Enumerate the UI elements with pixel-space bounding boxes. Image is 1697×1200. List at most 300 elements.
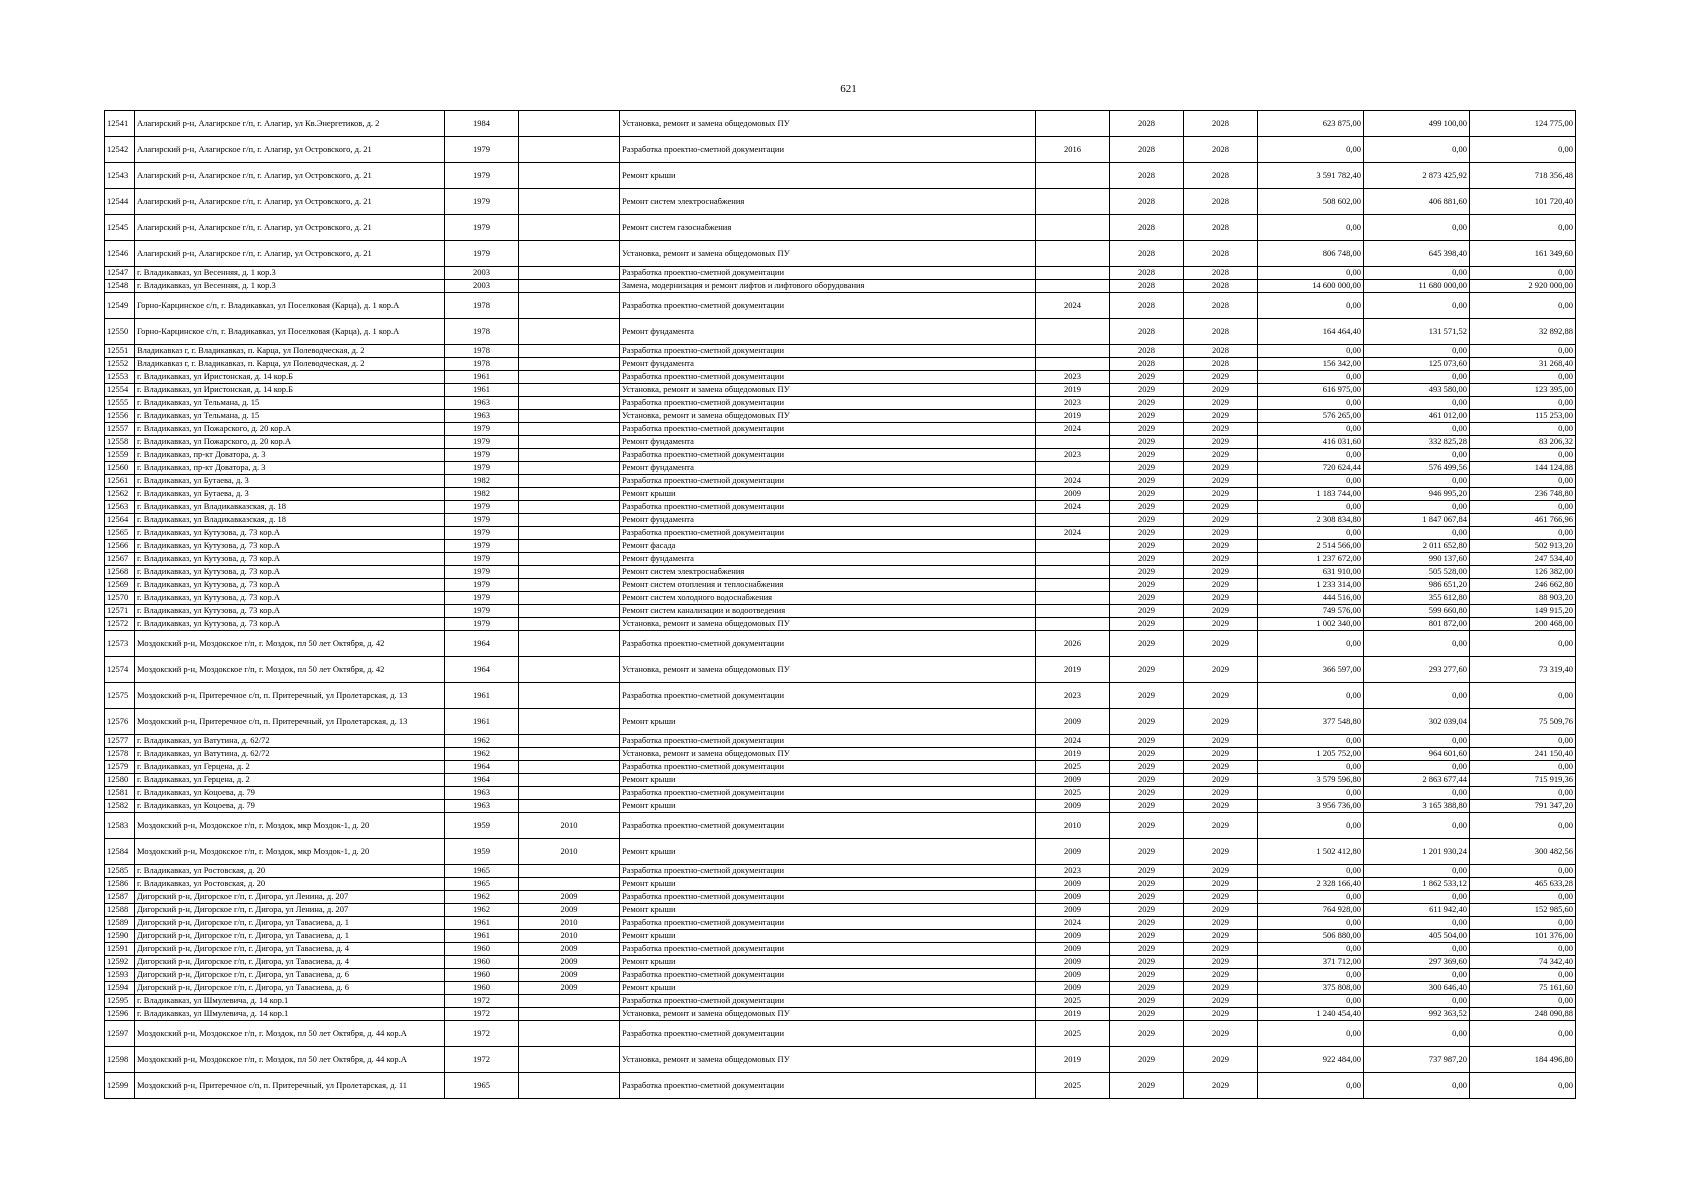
row-number-cell: 12552 [105,358,135,371]
reconstruction-year-cell [519,735,620,748]
build-year-cell: 1979 [445,501,519,514]
last-repair-year-cell: 2019 [1036,748,1110,761]
table-row [105,501,1576,514]
plan-year-start-cell: 2029 [1110,683,1184,709]
address-cell: г. Владикавказ, ул Коцоева, д. 79 [135,787,445,800]
fund-cost-cell: 405 504,00 [1364,930,1470,943]
fund-cost-cell: 125 073,60 [1364,358,1470,371]
plan-year-start-cell: 2029 [1110,553,1184,566]
build-year-cell: 1962 [445,735,519,748]
fund-cost-cell: 406 881,60 [1364,189,1470,215]
address-cell: Дигорский р-н, Дигорское г/п, г. Дигора, ул Тавасиева, д. 1 [135,930,445,943]
total-cost-cell: 806 748,00 [1258,241,1364,267]
work-type-cell: Разработка проектно-сметной документации [620,137,1036,163]
last-repair-year-cell [1036,605,1110,618]
address-cell: Владикавказ г, г. Владикавказ, п. Карца, ул Полеводческая, д. 2 [135,358,445,371]
work-type-cell: Разработка проектно-сметной документации [620,813,1036,839]
total-cost-cell: 749 576,00 [1258,605,1364,618]
row-number-cell: 12583 [105,813,135,839]
reconstruction-year-cell [519,1008,620,1021]
total-cost-cell: 0,00 [1258,215,1364,241]
plan-year-start-cell: 2029 [1110,618,1184,631]
work-type-cell: Ремонт крыши [620,982,1036,995]
row-number-cell: 12547 [105,267,135,280]
table-row [105,358,1576,371]
fund-cost-cell: 0,00 [1364,397,1470,410]
reconstruction-year-cell [519,449,620,462]
work-type-cell: Установка, ремонт и замена общедомовых ПУ [620,657,1036,683]
address-cell: Дигорский р-н, Дигорское г/п, г. Дигора, ул Ленина, д. 207 [135,891,445,904]
plan-year-start-cell: 2029 [1110,592,1184,605]
fund-cost-cell: 0,00 [1364,683,1470,709]
fund-cost-cell: 0,00 [1364,267,1470,280]
plan-year-start-cell: 2028 [1110,163,1184,189]
fund-cost-cell: 11 680 000,00 [1364,280,1470,293]
owners-cost-cell: 0,00 [1470,267,1576,280]
total-cost-cell: 3 956 736,00 [1258,800,1364,813]
last-repair-year-cell [1036,462,1110,475]
row-number-cell: 12597 [105,1021,135,1047]
total-cost-cell: 922 484,00 [1258,1047,1364,1073]
total-cost-cell: 0,00 [1258,631,1364,657]
work-type-cell: Ремонт крыши [620,904,1036,917]
address-cell: г. Владикавказ, ул Кутузова, д. 73 кор.А [135,553,445,566]
table-row [105,423,1576,436]
row-number-cell: 12558 [105,436,135,449]
plan-year-end-cell: 2029 [1184,774,1258,787]
fund-cost-cell: 3 165 388,80 [1364,800,1470,813]
total-cost-cell: 416 031,60 [1258,436,1364,449]
work-type-cell: Ремонт фундамента [620,514,1036,527]
owners-cost-cell: 0,00 [1470,475,1576,488]
owners-cost-cell: 101 376,00 [1470,930,1576,943]
address-cell: г. Владикавказ, ул Тельмана, д. 15 [135,410,445,423]
reconstruction-year-cell [519,657,620,683]
owners-cost-cell: 149 915,20 [1470,605,1576,618]
owners-cost-cell: 123 395,00 [1470,384,1576,397]
total-cost-cell: 0,00 [1258,761,1364,774]
work-type-cell: Разработка проектно-сметной документации [620,1073,1036,1099]
last-repair-year-cell: 2024 [1036,527,1110,540]
address-cell: г. Владикавказ, ул Кутузова, д. 73 кор.А [135,605,445,618]
build-year-cell: 1979 [445,618,519,631]
table-row [105,111,1576,137]
work-type-cell: Разработка проектно-сметной документации [620,995,1036,1008]
row-number-cell: 12589 [105,917,135,930]
plan-year-start-cell: 2029 [1110,761,1184,774]
address-cell: Алагирский р-н, Алагирское г/п, г. Алагир, ул Островского, д. 21 [135,241,445,267]
plan-year-start-cell: 2029 [1110,813,1184,839]
build-year-cell: 1982 [445,488,519,501]
owners-cost-cell: 0,00 [1470,137,1576,163]
work-type-cell: Разработка проектно-сметной документации [620,735,1036,748]
build-year-cell: 1965 [445,878,519,891]
build-year-cell: 1960 [445,982,519,995]
last-repair-year-cell: 2024 [1036,423,1110,436]
table-row [105,540,1576,553]
total-cost-cell: 0,00 [1258,813,1364,839]
owners-cost-cell: 0,00 [1470,293,1576,319]
last-repair-year-cell [1036,358,1110,371]
last-repair-year-cell [1036,319,1110,345]
plan-year-start-cell: 2029 [1110,969,1184,982]
total-cost-cell: 0,00 [1258,449,1364,462]
plan-year-start-cell: 2028 [1110,280,1184,293]
total-cost-cell: 375 808,00 [1258,982,1364,995]
row-number-cell: 12576 [105,709,135,735]
plan-year-start-cell: 2029 [1110,865,1184,878]
owners-cost-cell: 0,00 [1470,683,1576,709]
plan-year-end-cell: 2029 [1184,592,1258,605]
plan-year-end-cell: 2029 [1184,995,1258,1008]
row-number-cell: 12549 [105,293,135,319]
row-number-cell: 12551 [105,345,135,358]
address-cell: Владикавказ г, г. Владикавказ, п. Карца, ул Полеводческая, д. 2 [135,345,445,358]
fund-cost-cell: 576 499,56 [1364,462,1470,475]
fund-cost-cell: 505 528,00 [1364,566,1470,579]
fund-cost-cell: 0,00 [1364,215,1470,241]
reconstruction-year-cell [519,631,620,657]
owners-cost-cell: 465 633,28 [1470,878,1576,891]
address-cell: г. Владикавказ, ул Герцена, д. 2 [135,761,445,774]
table-row [105,1021,1576,1047]
table-row [105,293,1576,319]
total-cost-cell: 14 600 000,00 [1258,280,1364,293]
last-repair-year-cell [1036,540,1110,553]
address-cell: Моздокский р-н, Моздокское г/п, г. Моздок, пл 50 лет Октября, д. 42 [135,657,445,683]
address-cell: г. Владикавказ, ул Владикавказская, д. 18 [135,501,445,514]
work-type-cell: Разработка проектно-сметной документации [620,761,1036,774]
reconstruction-year-cell [519,163,620,189]
work-type-cell: Ремонт крыши [620,774,1036,787]
reconstruction-year-cell [519,384,620,397]
last-repair-year-cell [1036,241,1110,267]
owners-cost-cell: 0,00 [1470,397,1576,410]
build-year-cell: 2003 [445,267,519,280]
plan-year-start-cell: 2029 [1110,475,1184,488]
total-cost-cell: 764 928,00 [1258,904,1364,917]
owners-cost-cell: 300 482,56 [1470,839,1576,865]
owners-cost-cell: 83 206,32 [1470,436,1576,449]
owners-cost-cell: 0,00 [1470,371,1576,384]
total-cost-cell: 1 237 672,00 [1258,553,1364,566]
reconstruction-year-cell [519,540,620,553]
plan-year-end-cell: 2028 [1184,189,1258,215]
table-row [105,748,1576,761]
fund-cost-cell: 0,00 [1364,501,1470,514]
build-year-cell: 1979 [445,215,519,241]
build-year-cell: 1961 [445,709,519,735]
address-cell: г. Владикавказ, ул Кутузова, д. 73 кор.А [135,540,445,553]
owners-cost-cell: 73 319,40 [1470,657,1576,683]
total-cost-cell: 1 240 454,40 [1258,1008,1364,1021]
last-repair-year-cell: 2024 [1036,917,1110,930]
table-row [105,631,1576,657]
last-repair-year-cell [1036,345,1110,358]
total-cost-cell: 0,00 [1258,865,1364,878]
owners-cost-cell: 0,00 [1470,917,1576,930]
total-cost-cell: 720 624,44 [1258,462,1364,475]
plan-year-end-cell: 2029 [1184,709,1258,735]
owners-cost-cell: 115 253,00 [1470,410,1576,423]
plan-year-start-cell: 2029 [1110,774,1184,787]
total-cost-cell: 0,00 [1258,891,1364,904]
reconstruction-year-cell: 2009 [519,982,620,995]
fund-cost-cell: 737 987,20 [1364,1047,1470,1073]
last-repair-year-cell: 2024 [1036,475,1110,488]
total-cost-cell: 631 910,00 [1258,566,1364,579]
work-type-cell: Ремонт систем отопления и теплоснабжения [620,579,1036,592]
fund-cost-cell: 992 363,52 [1364,1008,1470,1021]
build-year-cell: 1960 [445,956,519,969]
fund-cost-cell: 0,00 [1364,761,1470,774]
work-type-cell: Установка, ремонт и замена общедомовых ПУ [620,241,1036,267]
last-repair-year-cell: 2023 [1036,397,1110,410]
owners-cost-cell: 718 356,48 [1470,163,1576,189]
fund-cost-cell: 0,00 [1364,891,1470,904]
row-number-cell: 12572 [105,618,135,631]
owners-cost-cell: 241 150,40 [1470,748,1576,761]
plan-year-end-cell: 2029 [1184,891,1258,904]
plan-year-start-cell: 2029 [1110,787,1184,800]
plan-year-start-cell: 2029 [1110,540,1184,553]
reconstruction-year-cell [519,748,620,761]
plan-year-start-cell: 2028 [1110,137,1184,163]
last-repair-year-cell: 2009 [1036,930,1110,943]
plan-year-start-cell: 2029 [1110,579,1184,592]
row-number-cell: 12565 [105,527,135,540]
fund-cost-cell: 2 873 425,92 [1364,163,1470,189]
table-row [105,436,1576,449]
fund-cost-cell: 2 863 677,44 [1364,774,1470,787]
last-repair-year-cell: 2023 [1036,371,1110,384]
work-type-cell: Разработка проектно-сметной документации [620,865,1036,878]
work-type-cell: Разработка проектно-сметной документации [620,787,1036,800]
total-cost-cell: 0,00 [1258,137,1364,163]
total-cost-cell: 0,00 [1258,345,1364,358]
row-number-cell: 12593 [105,969,135,982]
build-year-cell: 1984 [445,111,519,137]
last-repair-year-cell: 2009 [1036,969,1110,982]
plan-year-end-cell: 2029 [1184,1073,1258,1099]
fund-cost-cell: 0,00 [1364,631,1470,657]
row-number-cell: 12544 [105,189,135,215]
plan-year-start-cell: 2029 [1110,891,1184,904]
work-type-cell: Разработка проектно-сметной документации [620,891,1036,904]
build-year-cell: 1972 [445,1008,519,1021]
row-number-cell: 12571 [105,605,135,618]
address-cell: г. Владикавказ, ул Кутузова, д. 73 кор.А [135,579,445,592]
fund-cost-cell: 1 862 533,12 [1364,878,1470,891]
build-year-cell: 1962 [445,904,519,917]
last-repair-year-cell: 2025 [1036,1021,1110,1047]
row-number-cell: 12587 [105,891,135,904]
reconstruction-year-cell [519,1021,620,1047]
reconstruction-year-cell [519,774,620,787]
row-number-cell: 12598 [105,1047,135,1073]
table-row [105,904,1576,917]
plan-year-end-cell: 2029 [1184,813,1258,839]
plan-year-end-cell: 2029 [1184,410,1258,423]
address-cell: г. Владикавказ, пр-кт Доватора, д. 3 [135,462,445,475]
build-year-cell: 1979 [445,579,519,592]
work-type-cell: Ремонт систем электроснабжения [620,566,1036,579]
plan-year-start-cell: 2029 [1110,709,1184,735]
row-number-cell: 12569 [105,579,135,592]
total-cost-cell: 3 591 782,40 [1258,163,1364,189]
plan-year-end-cell: 2029 [1184,631,1258,657]
table-row [105,735,1576,748]
fund-cost-cell: 293 277,60 [1364,657,1470,683]
reconstruction-year-cell [519,358,620,371]
build-year-cell: 1978 [445,358,519,371]
reconstruction-year-cell [519,241,620,267]
plan-year-end-cell: 2029 [1184,397,1258,410]
plan-year-end-cell: 2029 [1184,423,1258,436]
plan-year-end-cell: 2029 [1184,371,1258,384]
build-year-cell: 1972 [445,1047,519,1073]
address-cell: Алагирский р-н, Алагирское г/п, г. Алагир, ул Островского, д. 21 [135,215,445,241]
row-number-cell: 12596 [105,1008,135,1021]
owners-cost-cell: 791 347,20 [1470,800,1576,813]
total-cost-cell: 377 548,80 [1258,709,1364,735]
build-year-cell: 1979 [445,137,519,163]
row-number-cell: 12594 [105,982,135,995]
plan-year-start-cell: 2029 [1110,1047,1184,1073]
plan-year-start-cell: 2029 [1110,436,1184,449]
table-row [105,813,1576,839]
plan-year-end-cell: 2029 [1184,930,1258,943]
work-type-cell: Ремонт крыши [620,930,1036,943]
table-row [105,943,1576,956]
reconstruction-year-cell [519,800,620,813]
total-cost-cell: 444 516,00 [1258,592,1364,605]
reconstruction-year-cell [519,423,620,436]
work-type-cell: Разработка проектно-сметной документации [620,501,1036,514]
plan-year-end-cell: 2028 [1184,215,1258,241]
plan-year-start-cell: 2029 [1110,410,1184,423]
table-row [105,449,1576,462]
address-cell: Моздокский р-н, Моздокское г/п, г. Моздок, мкр Моздок-1, д. 20 [135,813,445,839]
plan-year-start-cell: 2028 [1110,189,1184,215]
reconstruction-year-cell [519,1073,620,1099]
last-repair-year-cell: 2024 [1036,501,1110,514]
last-repair-year-cell: 2026 [1036,631,1110,657]
owners-cost-cell: 0,00 [1470,969,1576,982]
build-year-cell: 1978 [445,319,519,345]
work-type-cell: Установка, ремонт и замена общедомовых ПУ [620,618,1036,631]
build-year-cell: 1978 [445,293,519,319]
total-cost-cell: 0,00 [1258,475,1364,488]
row-number-cell: 12546 [105,241,135,267]
last-repair-year-cell [1036,592,1110,605]
fund-cost-cell: 611 942,40 [1364,904,1470,917]
reconstruction-year-cell [519,319,620,345]
reconstruction-year-cell [519,618,620,631]
page-number: 621 [840,83,857,95]
work-type-cell: Установка, ремонт и замена общедомовых ПУ [620,748,1036,761]
plan-year-end-cell: 2028 [1184,163,1258,189]
row-number-cell: 12548 [105,280,135,293]
last-repair-year-cell: 2009 [1036,800,1110,813]
reconstruction-year-cell [519,865,620,878]
address-cell: Моздокский р-н, Притеречное с/п, п. Притеречный, ул Пролетарская, д. 11 [135,1073,445,1099]
owners-cost-cell: 2 920 000,00 [1470,280,1576,293]
build-year-cell: 1979 [445,553,519,566]
work-type-cell: Разработка проектно-сметной документации [620,943,1036,956]
table-row [105,605,1576,618]
address-cell: г. Владикавказ, ул Герцена, д. 2 [135,774,445,787]
row-number-cell: 12580 [105,774,135,787]
reconstruction-year-cell [519,709,620,735]
row-number-cell: 12559 [105,449,135,462]
total-cost-cell: 1 002 340,00 [1258,618,1364,631]
table-row [105,579,1576,592]
owners-cost-cell: 200 468,00 [1470,618,1576,631]
plan-year-end-cell: 2029 [1184,839,1258,865]
build-year-cell: 1961 [445,930,519,943]
reconstruction-year-cell [519,566,620,579]
reconstruction-year-cell [519,488,620,501]
plan-year-end-cell: 2028 [1184,137,1258,163]
last-repair-year-cell [1036,267,1110,280]
owners-cost-cell: 0,00 [1470,891,1576,904]
build-year-cell: 1972 [445,995,519,1008]
row-number-cell: 12585 [105,865,135,878]
work-type-cell: Ремонт фундамента [620,553,1036,566]
plan-year-end-cell: 2029 [1184,1021,1258,1047]
build-year-cell: 1961 [445,384,519,397]
fund-cost-cell: 0,00 [1364,917,1470,930]
build-year-cell: 1961 [445,683,519,709]
row-number-cell: 12543 [105,163,135,189]
owners-cost-cell: 31 268,40 [1470,358,1576,371]
address-cell: Горно-Карцинское с/п, г. Владикавказ, ул Поселковая (Карца), д. 1 кор.А [135,293,445,319]
owners-cost-cell: 74 342,40 [1470,956,1576,969]
reconstruction-year-cell [519,215,620,241]
last-repair-year-cell [1036,579,1110,592]
address-cell: г. Владикавказ, ул Ростовская, д. 20 [135,865,445,878]
total-cost-cell: 0,00 [1258,293,1364,319]
build-year-cell: 1979 [445,163,519,189]
row-number-cell: 12562 [105,488,135,501]
fund-cost-cell: 302 039,04 [1364,709,1470,735]
plan-year-end-cell: 2029 [1184,436,1258,449]
last-repair-year-cell: 2009 [1036,839,1110,865]
build-year-cell: 2003 [445,280,519,293]
table-row [105,163,1576,189]
address-cell: г. Владикавказ, ул Ростовская, д. 20 [135,878,445,891]
reconstruction-year-cell [519,592,620,605]
address-cell: Дигорский р-н, Дигорское г/п, г. Дигора, ул Тавасиева, д. 6 [135,982,445,995]
owners-cost-cell: 0,00 [1470,813,1576,839]
build-year-cell: 1964 [445,761,519,774]
plan-year-start-cell: 2029 [1110,917,1184,930]
last-repair-year-cell: 2024 [1036,293,1110,319]
build-year-cell: 1979 [445,514,519,527]
fund-cost-cell: 645 398,40 [1364,241,1470,267]
table-row [105,215,1576,241]
build-year-cell: 1965 [445,1073,519,1099]
owners-cost-cell: 0,00 [1470,761,1576,774]
build-year-cell: 1972 [445,1021,519,1047]
work-type-cell: Ремонт фундамента [620,358,1036,371]
fund-cost-cell: 946 995,20 [1364,488,1470,501]
plan-year-start-cell: 2029 [1110,735,1184,748]
address-cell: Моздокский р-н, Моздокское г/п, г. Моздок, мкр Моздок-1, д. 20 [135,839,445,865]
owners-cost-cell: 32 892,88 [1470,319,1576,345]
total-cost-cell: 616 975,00 [1258,384,1364,397]
